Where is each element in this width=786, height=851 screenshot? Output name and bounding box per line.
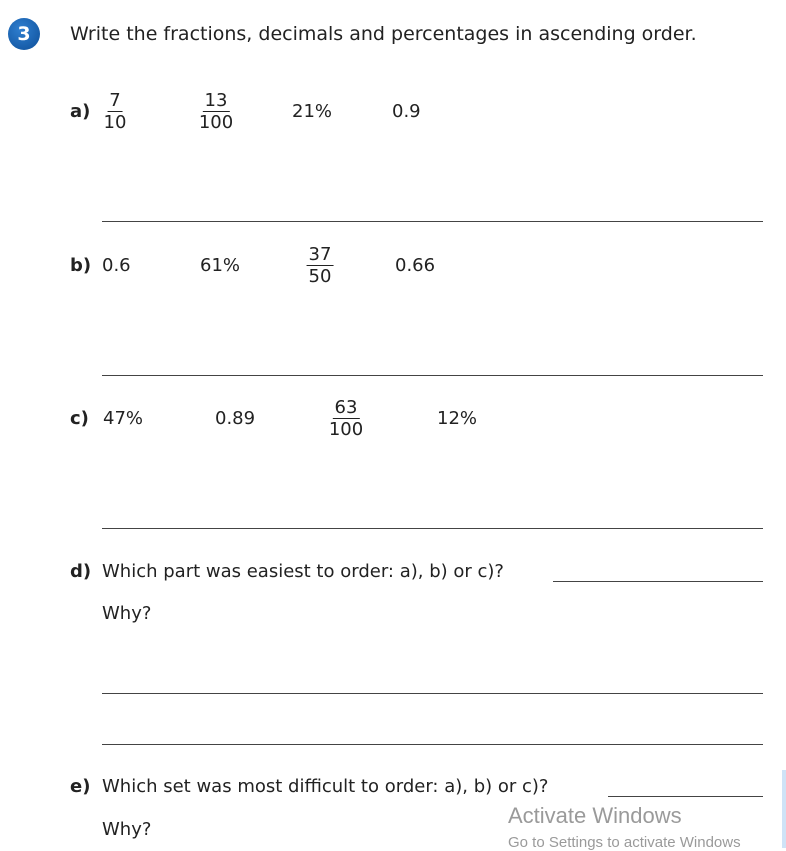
answer-line[interactable] (102, 693, 763, 694)
part-d-label: d) (70, 561, 92, 582)
part-d-question: Which part was easiest to order: a), b) or c)? (102, 561, 504, 582)
value: 0.89 (215, 408, 256, 429)
window-edge (782, 770, 786, 848)
part-e-question: Which set was most difficult to order: a), b) or c)? (102, 776, 549, 797)
question-title: Write the fractions, decimals and percentages in ascending order. (70, 23, 697, 45)
fraction-63-100 (329, 397, 363, 440)
activate-windows-watermark: Activate Windows (508, 803, 682, 828)
numerator: 7 (109, 90, 121, 111)
fraction-37-50 (307, 244, 334, 287)
answer-line[interactable] (608, 796, 763, 797)
value: 0.66 (395, 255, 436, 276)
part-e-label: e) (70, 776, 91, 797)
denominator: 50 (308, 266, 332, 287)
value: 0.6 (102, 255, 131, 276)
question-number-badge: 3 (8, 18, 40, 50)
denominator: 10 (103, 112, 127, 133)
value: 61% (200, 255, 241, 276)
part-c-label: c) (70, 408, 89, 429)
value: 47% (103, 408, 144, 429)
why-label: Why? (102, 603, 152, 624)
fraction-13-100 (199, 90, 233, 133)
activate-windows-subtitle: Go to Settings to activate Windows (508, 834, 741, 851)
fraction-7-10 (104, 90, 127, 133)
numerator: 13 (204, 90, 228, 111)
numerator: 63 (334, 397, 358, 418)
answer-line[interactable] (102, 744, 763, 745)
part-a-label: a) (70, 101, 91, 122)
denominator: 100 (328, 419, 364, 440)
denominator: 100 (198, 112, 234, 133)
value: 12% (437, 408, 478, 429)
answer-line[interactable] (102, 375, 763, 376)
answer-line[interactable] (102, 221, 763, 222)
value: 0.9 (392, 101, 421, 122)
numerator: 37 (308, 244, 332, 265)
why-label: Why? (102, 819, 152, 840)
answer-line[interactable] (553, 581, 763, 582)
value: 21% (292, 101, 333, 122)
part-b-label: b) (70, 255, 92, 276)
answer-line[interactable] (102, 528, 763, 529)
